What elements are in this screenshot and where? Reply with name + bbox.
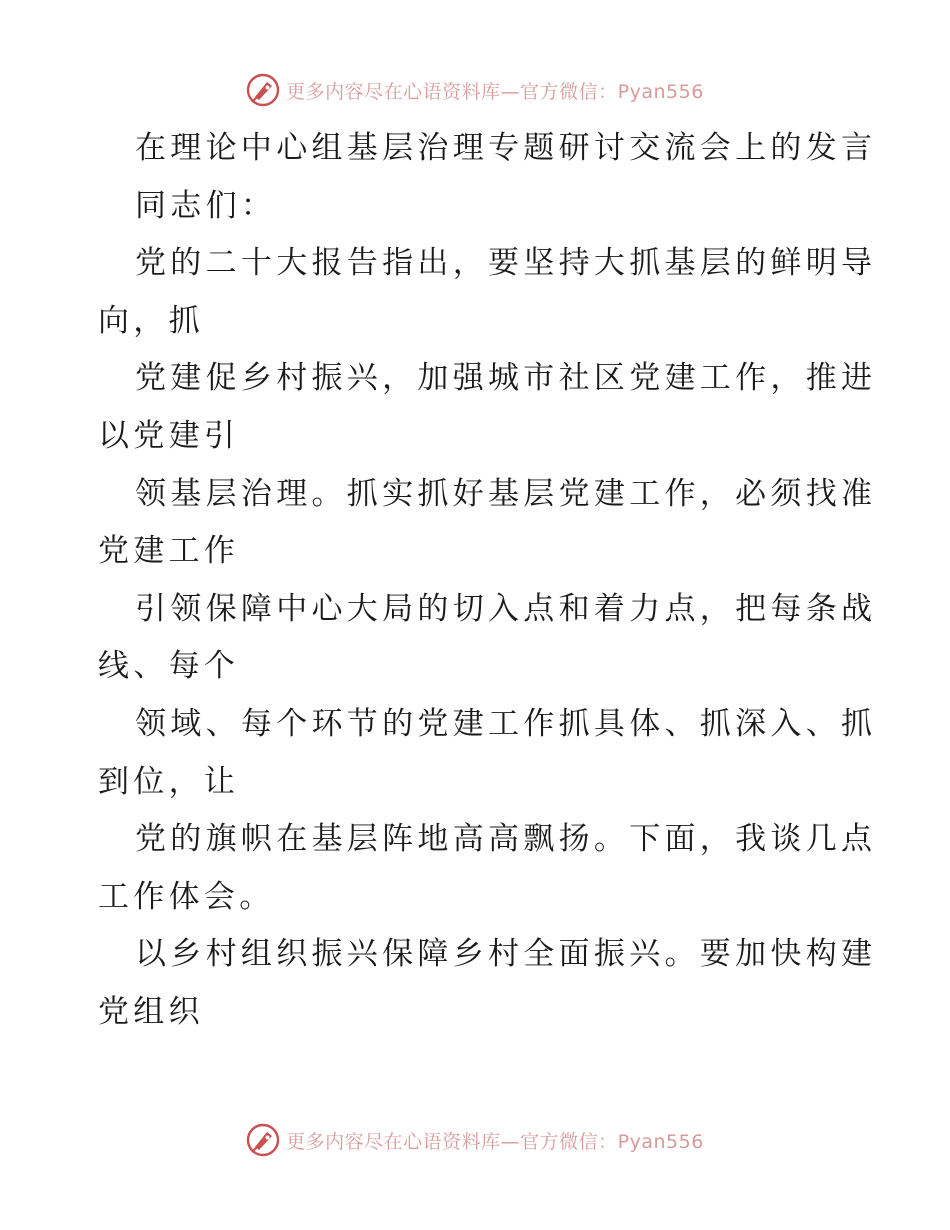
paragraph-line: 以党建引 bbox=[98, 417, 240, 454]
paragraph-line: 到位，让 bbox=[98, 763, 240, 800]
paragraph-line: 党建工作 bbox=[98, 533, 240, 570]
paragraph-line: 党的旗帜在基层阵地高高飘扬。下面，我谈几点 bbox=[135, 821, 877, 858]
watermark-text: 更多内容尽在心语资料库—官方微信：Pyan556 bbox=[286, 80, 704, 103]
header-watermark bbox=[0, 70, 950, 110]
footer-watermark bbox=[0, 1120, 950, 1160]
paragraph-line: 向，抓 bbox=[98, 302, 204, 339]
document-title: 在理论中心组基层治理专题研讨交流会上的发言 bbox=[135, 130, 877, 166]
paragraph-line: 引领保障中心大局的切入点和着力点，把每条战 bbox=[135, 590, 877, 627]
paragraph-line: 线、每个 bbox=[98, 648, 240, 685]
paragraph-line: 工作体会。 bbox=[98, 878, 275, 915]
watermark-text: 更多内容尽在心语资料库—官方微信：Pyan556 bbox=[286, 1130, 704, 1153]
paragraph-line: 以乡村组织振兴保障乡村全面振兴。要加快构建 bbox=[135, 936, 877, 973]
paragraph-line: 党建促乡村振兴，加强城市社区党建工作，推进 bbox=[135, 360, 877, 397]
paragraph-line: 党组织 bbox=[98, 993, 204, 1030]
paragraph-line: 领基层治理。抓实抓好基层党建工作，必须找准 bbox=[135, 475, 877, 512]
pen-nib-logo-icon bbox=[246, 73, 280, 107]
paragraph-line: 领域、每个环节的党建工作抓具体、抓深入、抓 bbox=[135, 705, 877, 742]
pen-nib-logo-icon bbox=[246, 1123, 280, 1157]
document-body bbox=[98, 120, 877, 1042]
paragraph-line: 党的二十大报告指出，要坚持大抓基层的鲜明导 bbox=[135, 245, 877, 282]
salutation: 同志们： bbox=[135, 187, 277, 224]
